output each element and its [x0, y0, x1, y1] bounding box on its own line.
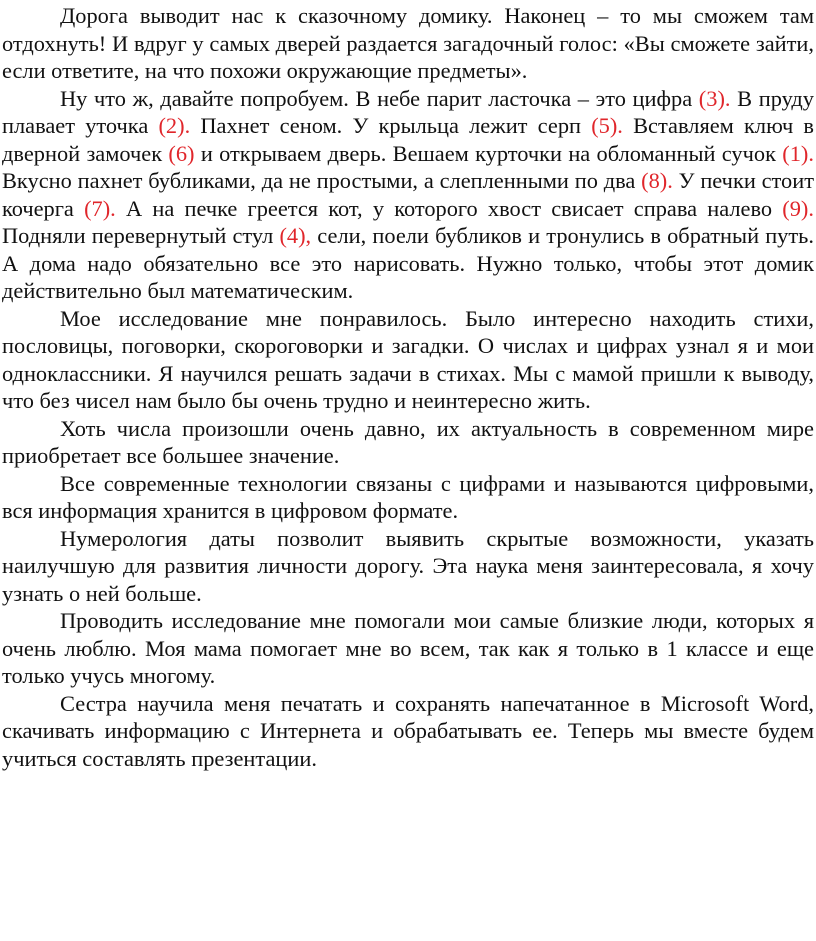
text-segment: Сестра научила меня печатать и сохранять напечатанное в Microsoft Word, скачивать информацию с Интернета и обрабатывать ее. Теперь мы вместе будем учиться составлять презентации. — [2, 690, 814, 771]
text-segment: и открываем дверь. Вешаем курточки на обломанный сучок — [194, 140, 783, 166]
text-segment: Ну что ж, давайте попробуем. В небе парит ласточка – это цифра — [60, 85, 699, 111]
text-segment: Вставляем ключ в дверной замочек — [2, 113, 814, 166]
paragraph-numbers-relevance — [2, 415, 814, 470]
text-segment: Все современные технологии связаны с цифрами и называются цифровыми, вся информация хранится в цифровом формате. — [2, 470, 814, 523]
digit-label: (6) — [168, 140, 195, 166]
digit-label: (7). — [84, 195, 116, 221]
text-segment: А на печке греется кот, у которого хвост свисает справа налево — [115, 195, 783, 221]
digit-label: (3). — [698, 85, 731, 111]
paragraph-research-impressions — [2, 305, 814, 415]
paragraph-intro — [2, 2, 814, 85]
text-segment: Проводить исследование мне помогали мои самые близкие люди, которых я очень люблю. Моя мама помогает мне во всем, так как я только в 1 классе и еще только учусь многому. — [2, 608, 814, 688]
paragraph-helpers — [2, 607, 814, 690]
digit-label: (9). — [782, 195, 814, 221]
text-segment: Подняли перевернутый стул — [2, 223, 280, 248]
text-segment: Мое исследование мне понравилось. Было интересно находить стихи, пословицы, поговорки, скороговорки и загадки. О числах и цифрах узнал я и мои одноклассники. Я научился решать задачи в стихах. Мы с мамой пришли к выводу, что без чисел нам было бы очень трудно и неинтересно жить. — [2, 305, 814, 413]
text-segment: Хоть числа произошли очень давно, их актуальность в современном мире приобретает все большее значение. — [2, 415, 814, 468]
paragraph-digital-technologies — [2, 470, 814, 525]
text-segment: У печки стоит кочерга — [2, 168, 815, 221]
digit-label: (4), — [279, 223, 312, 248]
text-segment: В пруду плавает уточка — [2, 85, 814, 138]
text-segment: Нумерология даты позволит выявить скрытые возможности, указать наилучшую для развития личности дорогу. Эта наука меня заинтересовала, я хочу узнать о ней больше. — [2, 525, 814, 606]
digit-label: (1). — [782, 140, 814, 166]
paragraph-numerology — [2, 525, 814, 608]
digit-label: (5). — [591, 113, 623, 138]
digit-label: (8). — [641, 168, 673, 193]
text-segment: Пахнет сеном. У крыльца лежит серп — [190, 113, 592, 138]
text-segment: сели, поели бубликов и тронулись в обратный путь. А дома надо обязательно все это нарисовать. Нужно только, чтобы этот домик действительно был математическим. — [2, 223, 814, 303]
paragraph-digit-riddles — [2, 85, 814, 305]
text-segment: Вкусно пахнет бубликами, да не простыми, а слепленными по два — [2, 168, 642, 193]
digit-label: (2). — [158, 113, 191, 138]
paragraph-sister — [2, 690, 814, 773]
text-segment: Дорога выводит нас к сказочному домику. Наконец – то мы сможем там отдохнуть! И вдруг у самых дверей раздается загадочный голос: «Вы сможете зайти, если ответите, на что похожи окружающие предметы». — [2, 3, 814, 83]
